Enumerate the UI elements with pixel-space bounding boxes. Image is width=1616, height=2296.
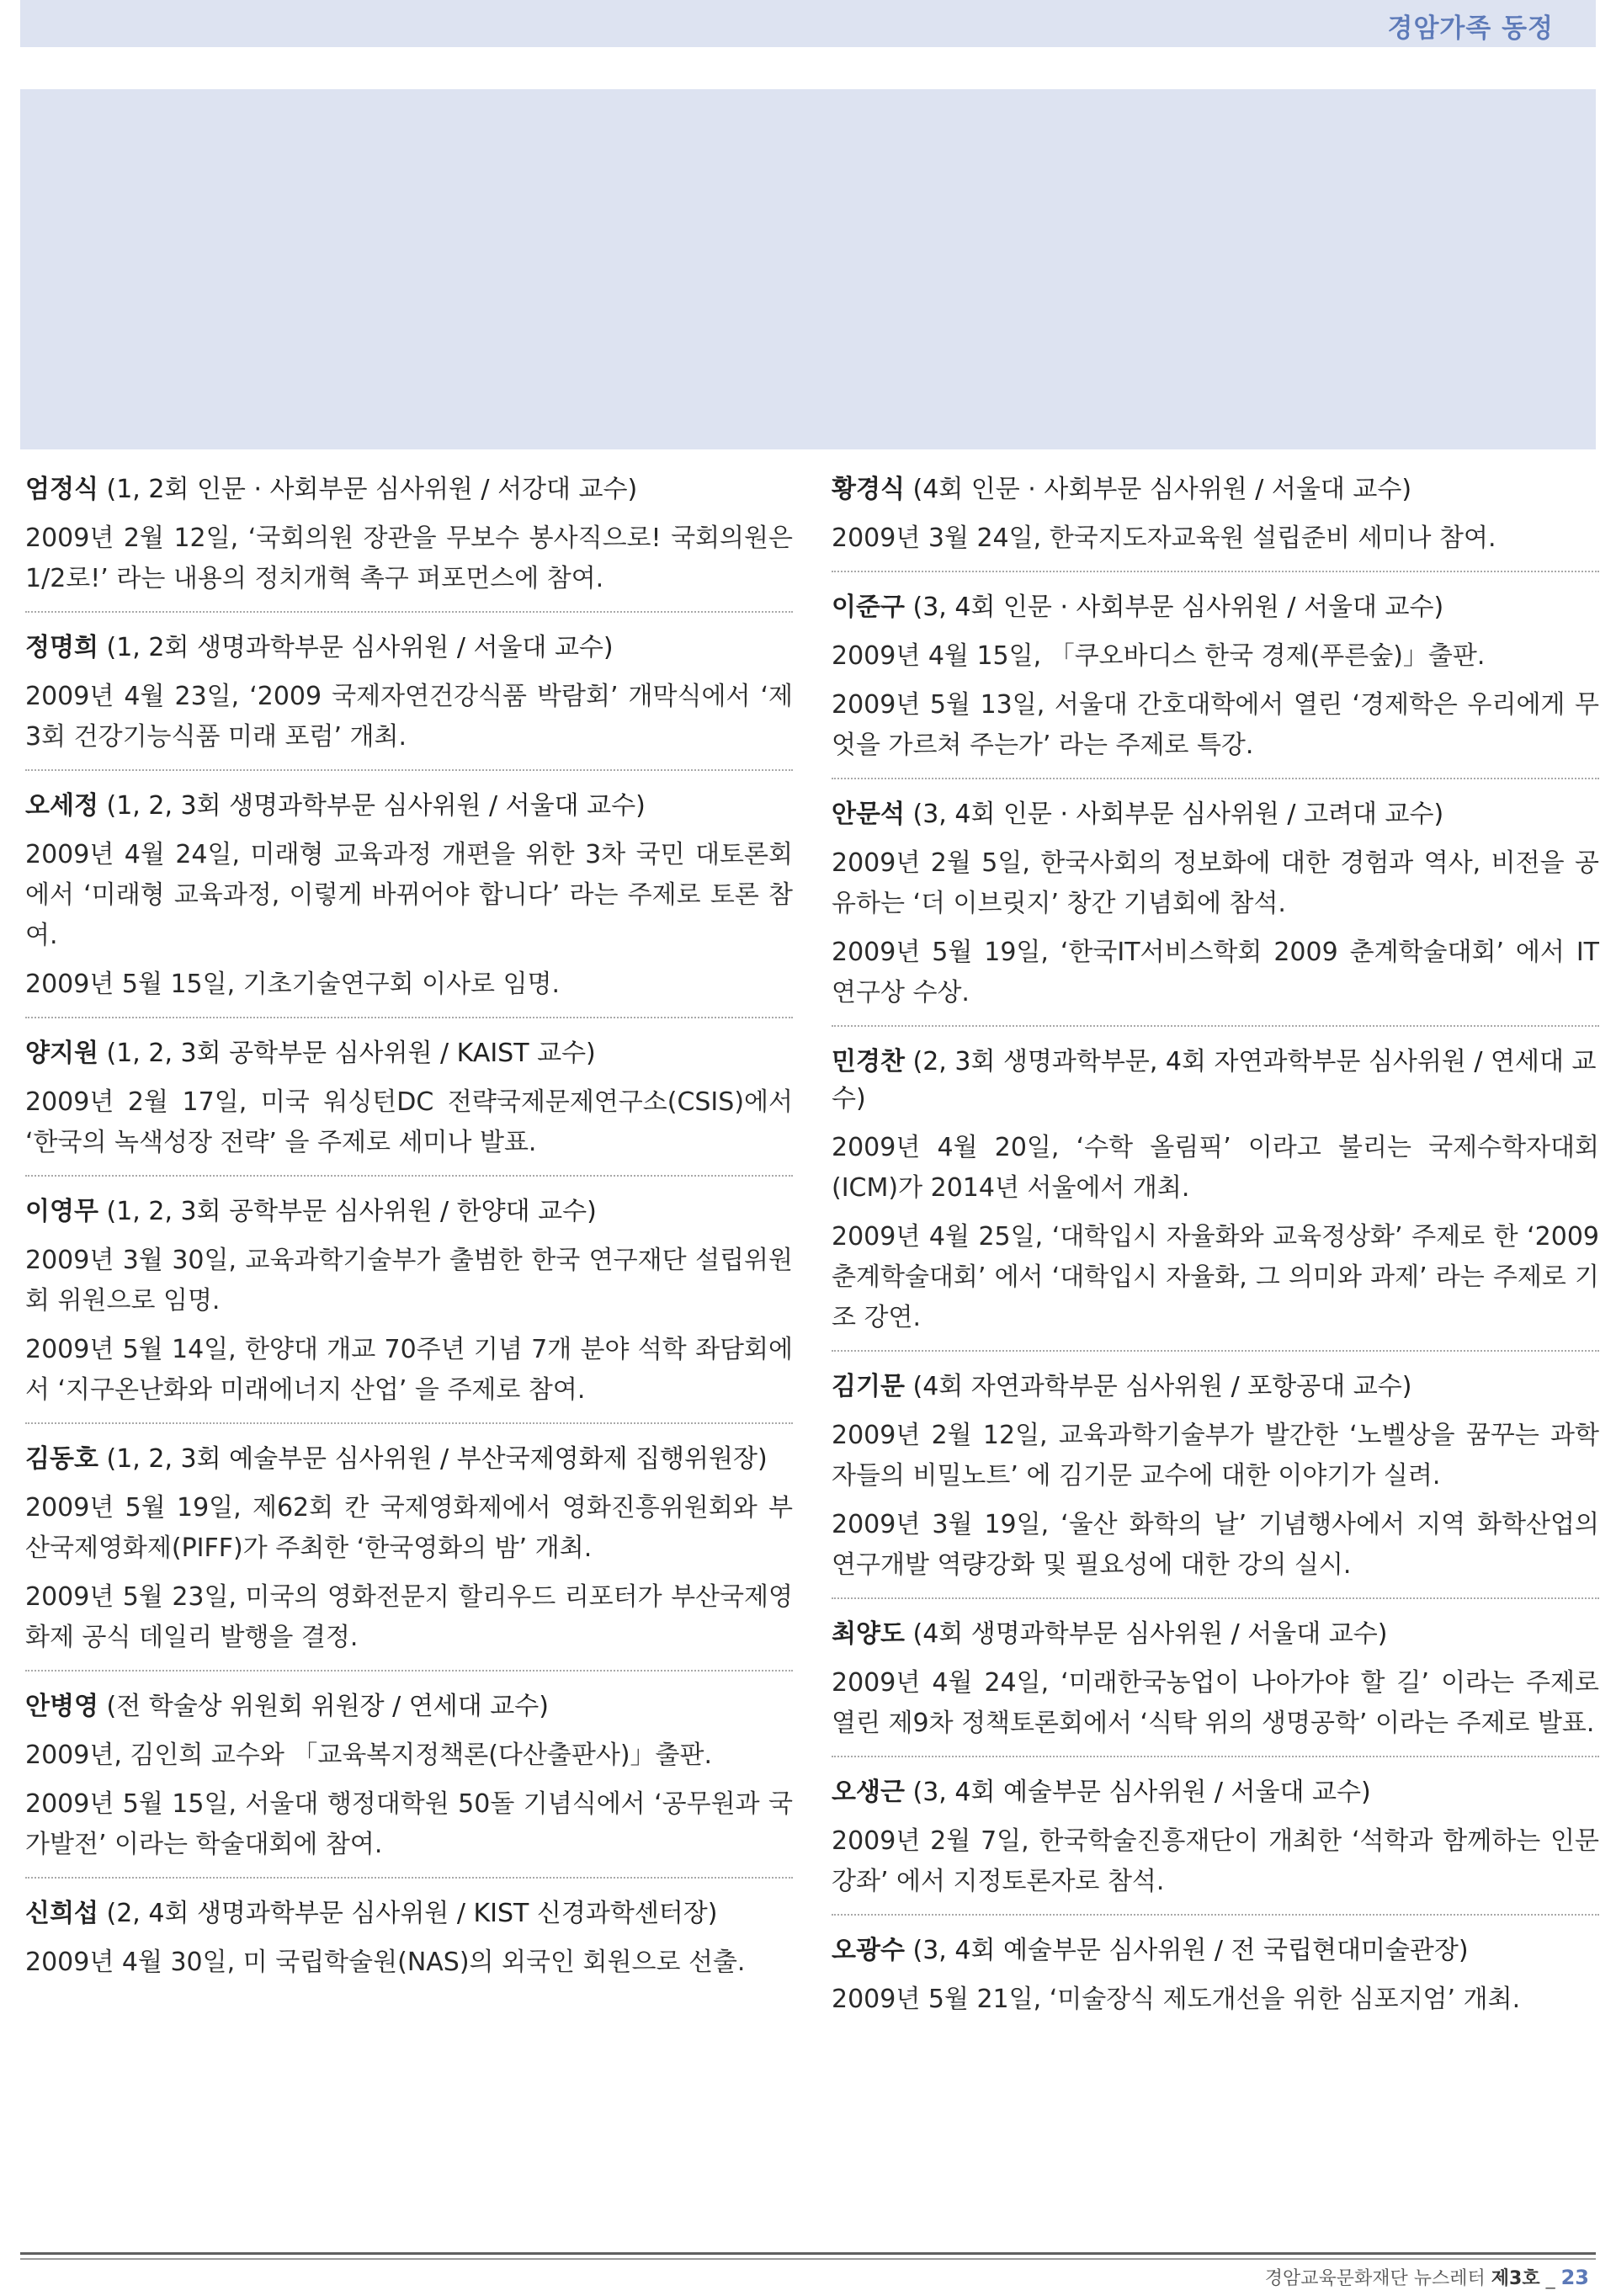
person-name: 황경식 (832, 475, 905, 504)
person-role: (3, 4회 예술부문 심사위원 / 전 국립현대미술관장) (904, 1936, 1469, 1965)
person-entry (25, 1193, 793, 1411)
dotted-divider (832, 1025, 1599, 1027)
person-heading (832, 1774, 1599, 1811)
dotted-divider (832, 1350, 1599, 1352)
person-entry (25, 471, 793, 599)
dotted-divider (25, 769, 793, 771)
left-column (25, 471, 793, 1991)
person-heading (832, 1044, 1599, 1118)
person-role: (4회 자연과학부문 심사위원 / 포항공대 교수) (904, 1372, 1412, 1401)
person-entry (832, 589, 1599, 766)
person-role: (4회 생명과학부문 심사위원 / 서울대 교수) (904, 1619, 1388, 1649)
person-role: (1, 2, 3회 생명과학부문 심사위원 / 서울대 교수) (98, 791, 646, 821)
section-title: 경암가족 동정 (1387, 13, 1554, 44)
activity-text: 2009년 4월 23일, ‘2009 국제자연건강식품 박람회’ 개막식에서 ‘제3회 건강기능식품 미래 포럼’ 개최. (25, 682, 793, 752)
dotted-divider (832, 571, 1599, 572)
person-heading (25, 788, 793, 825)
header-bar (20, 0, 1596, 47)
activity-text: 2009년 2월 17일, 미국 워싱턴DC 전략국제문제연구소(CSIS)에서 ‘한국의 녹색성장 전략’ 을 주제로 세미나 발표. (25, 1087, 793, 1157)
right-column (832, 471, 1599, 2028)
activity-text: 2009년 5월 19일, ‘한국IT서비스학회 2009 춘계학술대회’ 에서 IT 연구상 수상. (832, 938, 1599, 1007)
person-entry (25, 1035, 793, 1163)
dotted-divider (25, 1670, 793, 1672)
activity-text: 2009년 2월 12일, 교육과학기술부가 발간한 ‘노벨상을 꿈꾸는 과학자들의 비밀노트’ 에 김기문 교수에 대한 이야기가 실려. (832, 1421, 1599, 1491)
activity-text: 2009년 5월 21일, ‘미술장식 제도개선을 위한 심포지엄’ 개최. (832, 1985, 1521, 2014)
person-heading (832, 589, 1599, 626)
activity-text: 2009년 4월 24일, 미래형 교육과정 개편을 위한 3차 국민 대토론회에서 ‘미래형 교육과정, 이렇게 바뀌어야 합니다’ 라는 주제로 토론 참여. (25, 840, 793, 950)
person-heading (25, 471, 793, 508)
person-heading (832, 471, 1599, 508)
person-name: 민경찬 (832, 1047, 905, 1076)
person-entry (832, 1774, 1599, 1902)
activity-text: 2009년 5월 19일, 제62회 칸 국제영화제에서 영화진흥위원회와 부산국제영화제(PIFF)가 주최한 ‘한국영화의 밤’ 개최. (25, 1493, 793, 1563)
activity-text: 2009년 4월 30일, 미 국립학술원(NAS)의 외국인 회원으로 선출. (25, 1948, 746, 1977)
person-name: 오광수 (832, 1936, 905, 1965)
person-heading (25, 1193, 793, 1230)
activity-text: 2009년 2월 5일, 한국사회의 정보화에 대한 경험과 역사, 비전을 공유하는 ‘더 이브릿지’ 창간 기념회에 참석. (832, 848, 1599, 918)
person-name: 정명희 (25, 633, 98, 662)
person-entry (832, 1369, 1599, 1586)
activity-text: 2009년 5월 15일, 기초기술연구회 이사로 임명. (25, 970, 561, 999)
person-heading (25, 1688, 793, 1725)
activity-text: 2009년 5월 23일, 미국의 영화전문지 할리우드 리포터가 부산국제영화제 공식 데일리 발행을 결정. (25, 1582, 793, 1652)
person-entry (832, 1616, 1599, 1744)
person-role: (1, 2, 3회 예술부문 심사위원 / 부산국제영화제 집행위원장) (98, 1444, 768, 1474)
person-name: 양지원 (25, 1039, 98, 1068)
person-name: 신희섭 (25, 1899, 98, 1928)
person-name: 김동호 (25, 1444, 98, 1474)
person-role: (2, 4회 생명과학부문 심사위원 / KIST 신경과학센터장) (98, 1899, 718, 1928)
activity-text: 2009년 4월 24일, ‘미래한국농업이 나아가야 할 길’ 이라는 주제로 열린 제9차 정책토론회에서 ‘식탁 위의 생명공학’ 이라는 주제로 발표. (832, 1668, 1599, 1738)
activity-text: 2009년 3월 19일, ‘울산 화학의 날’ 기념행사에서 지역 화학산업의 연구개발 역량강화 및 필요성에 대한 강의 실시. (832, 1510, 1599, 1580)
person-heading (832, 1616, 1599, 1653)
person-name: 최양도 (832, 1619, 905, 1649)
person-role: (1, 2회 생명과학부문 심사위원 / 서울대 교수) (98, 633, 614, 662)
person-role: (1, 2, 3회 공학부문 심사위원 / 한양대 교수) (98, 1197, 597, 1226)
person-heading (832, 1932, 1599, 1969)
footer-sep: _ (1539, 2268, 1561, 2289)
activity-text: 2009년 5월 15일, 서울대 행정대학원 50돌 기념식에서 ‘공무원과 국가발전’ 이라는 학술대회에 참여. (25, 1789, 793, 1859)
activity-text: 2009년 4월 15일, 「쿠오바디스 한국 경제(푸른숲)」출판. (832, 641, 1486, 671)
dotted-divider (832, 1756, 1599, 1757)
person-entry (25, 1688, 793, 1865)
footer-rule (20, 2252, 1596, 2260)
person-heading (25, 1895, 793, 1932)
footer-issue: 제3호 (1491, 2268, 1540, 2289)
person-name: 이준구 (832, 593, 905, 622)
dotted-divider (832, 1914, 1599, 1916)
dotted-divider (25, 1422, 793, 1424)
activity-text: 2009년 4월 25일, ‘대학입시 자율화와 교육정상화’ 주제로 한 ‘2009 춘계학술대회’ 에서 ‘대학입시 자율화, 그 의미와 과제’ 라는 주제로 기조 강연. (832, 1222, 1599, 1332)
person-entry (25, 1895, 793, 1983)
photo-placeholder (20, 89, 1596, 449)
footer-org: 경암교육문화재단 뉴스레터 (1264, 2268, 1491, 2289)
person-entry (832, 1044, 1599, 1338)
activity-text: 2009년 3월 30일, 교육과학기술부가 출범한 한국 연구재단 설립위원회 위원으로 임명. (25, 1246, 793, 1315)
person-heading (832, 1369, 1599, 1406)
person-entry (25, 630, 793, 757)
person-entry (25, 1441, 793, 1658)
person-role: (1, 2, 3회 공학부문 심사위원 / KAIST 교수) (98, 1039, 596, 1068)
person-role: (3, 4회 예술부문 심사위원 / 서울대 교수) (904, 1778, 1371, 1807)
dotted-divider (25, 1175, 793, 1177)
person-heading (25, 630, 793, 667)
dotted-divider (25, 1017, 793, 1018)
person-entry (832, 796, 1599, 1013)
person-name: 오세정 (25, 791, 98, 821)
person-name: 이영무 (25, 1197, 98, 1226)
person-name: 엄정식 (25, 475, 98, 504)
page-number: 23 (1560, 2266, 1589, 2289)
activity-text: 2009년 3월 24일, 한국지도자교육원 설립준비 세미나 참여. (832, 524, 1496, 553)
person-role: (3, 4회 인문 · 사회부문 심사위원 / 고려대 교수) (904, 800, 1444, 829)
person-name: 안문석 (832, 800, 905, 829)
person-heading (25, 1441, 793, 1478)
person-name: 오생근 (832, 1778, 905, 1807)
person-heading (832, 796, 1599, 833)
person-role: (2, 3회 생명과학부문, 4회 자연과학부문 심사위원 / 연세대 교수) (832, 1047, 1597, 1113)
person-entry (832, 1932, 1599, 2020)
person-heading (25, 1035, 793, 1072)
person-name: 김기문 (832, 1372, 905, 1401)
person-role: (3, 4회 인문 · 사회부문 심사위원 / 서울대 교수) (904, 593, 1444, 622)
activity-text: 2009년 2월 12일, ‘국회의원 장관을 무보수 봉사직으로! 국회의원은 1/2로!’ 라는 내용의 정치개혁 촉구 퍼포먼스에 참여. (25, 524, 793, 593)
dotted-divider (25, 611, 793, 613)
dotted-divider (832, 1597, 1599, 1599)
activity-text: 2009년 4월 20일, ‘수학 올림픽’ 이라고 불리는 국제수학자대회(ICM)가 2014년 서울에서 개최. (832, 1133, 1599, 1203)
activity-text: 2009년 5월 13일, 서울대 간호대학에서 열린 ‘경제학은 우리에게 무엇을 가르쳐 주는가’ 라는 주제로 특강. (832, 690, 1599, 760)
person-entry (832, 471, 1599, 559)
person-role: (1, 2회 인문 · 사회부문 심사위원 / 서강대 교수) (98, 475, 638, 504)
person-entry (25, 788, 793, 1005)
activity-text: 2009년 5월 14일, 한양대 개교 70주년 기념 7개 분야 석학 좌담회에서 ‘지구온난화와 미래에너지 산업’ 을 주제로 참여. (25, 1335, 793, 1405)
dotted-divider (25, 1877, 793, 1879)
activity-text: 2009년 2월 7일, 한국학술진흥재단이 개최한 ‘석학과 함께하는 인문강좌’ 에서 지정토론자로 참석. (832, 1826, 1599, 1896)
person-name: 안병영 (25, 1692, 98, 1721)
footer (1265, 2264, 1589, 2290)
person-role: (전 학술상 위원회 위원장 / 연세대 교수) (98, 1692, 549, 1721)
activity-text: 2009년, 김인희 교수와 「교육복지정책론(다산출판사)」출판. (25, 1741, 713, 1770)
person-role: (4회 인문 · 사회부문 심사위원 / 서울대 교수) (904, 475, 1412, 504)
dotted-divider (832, 778, 1599, 779)
